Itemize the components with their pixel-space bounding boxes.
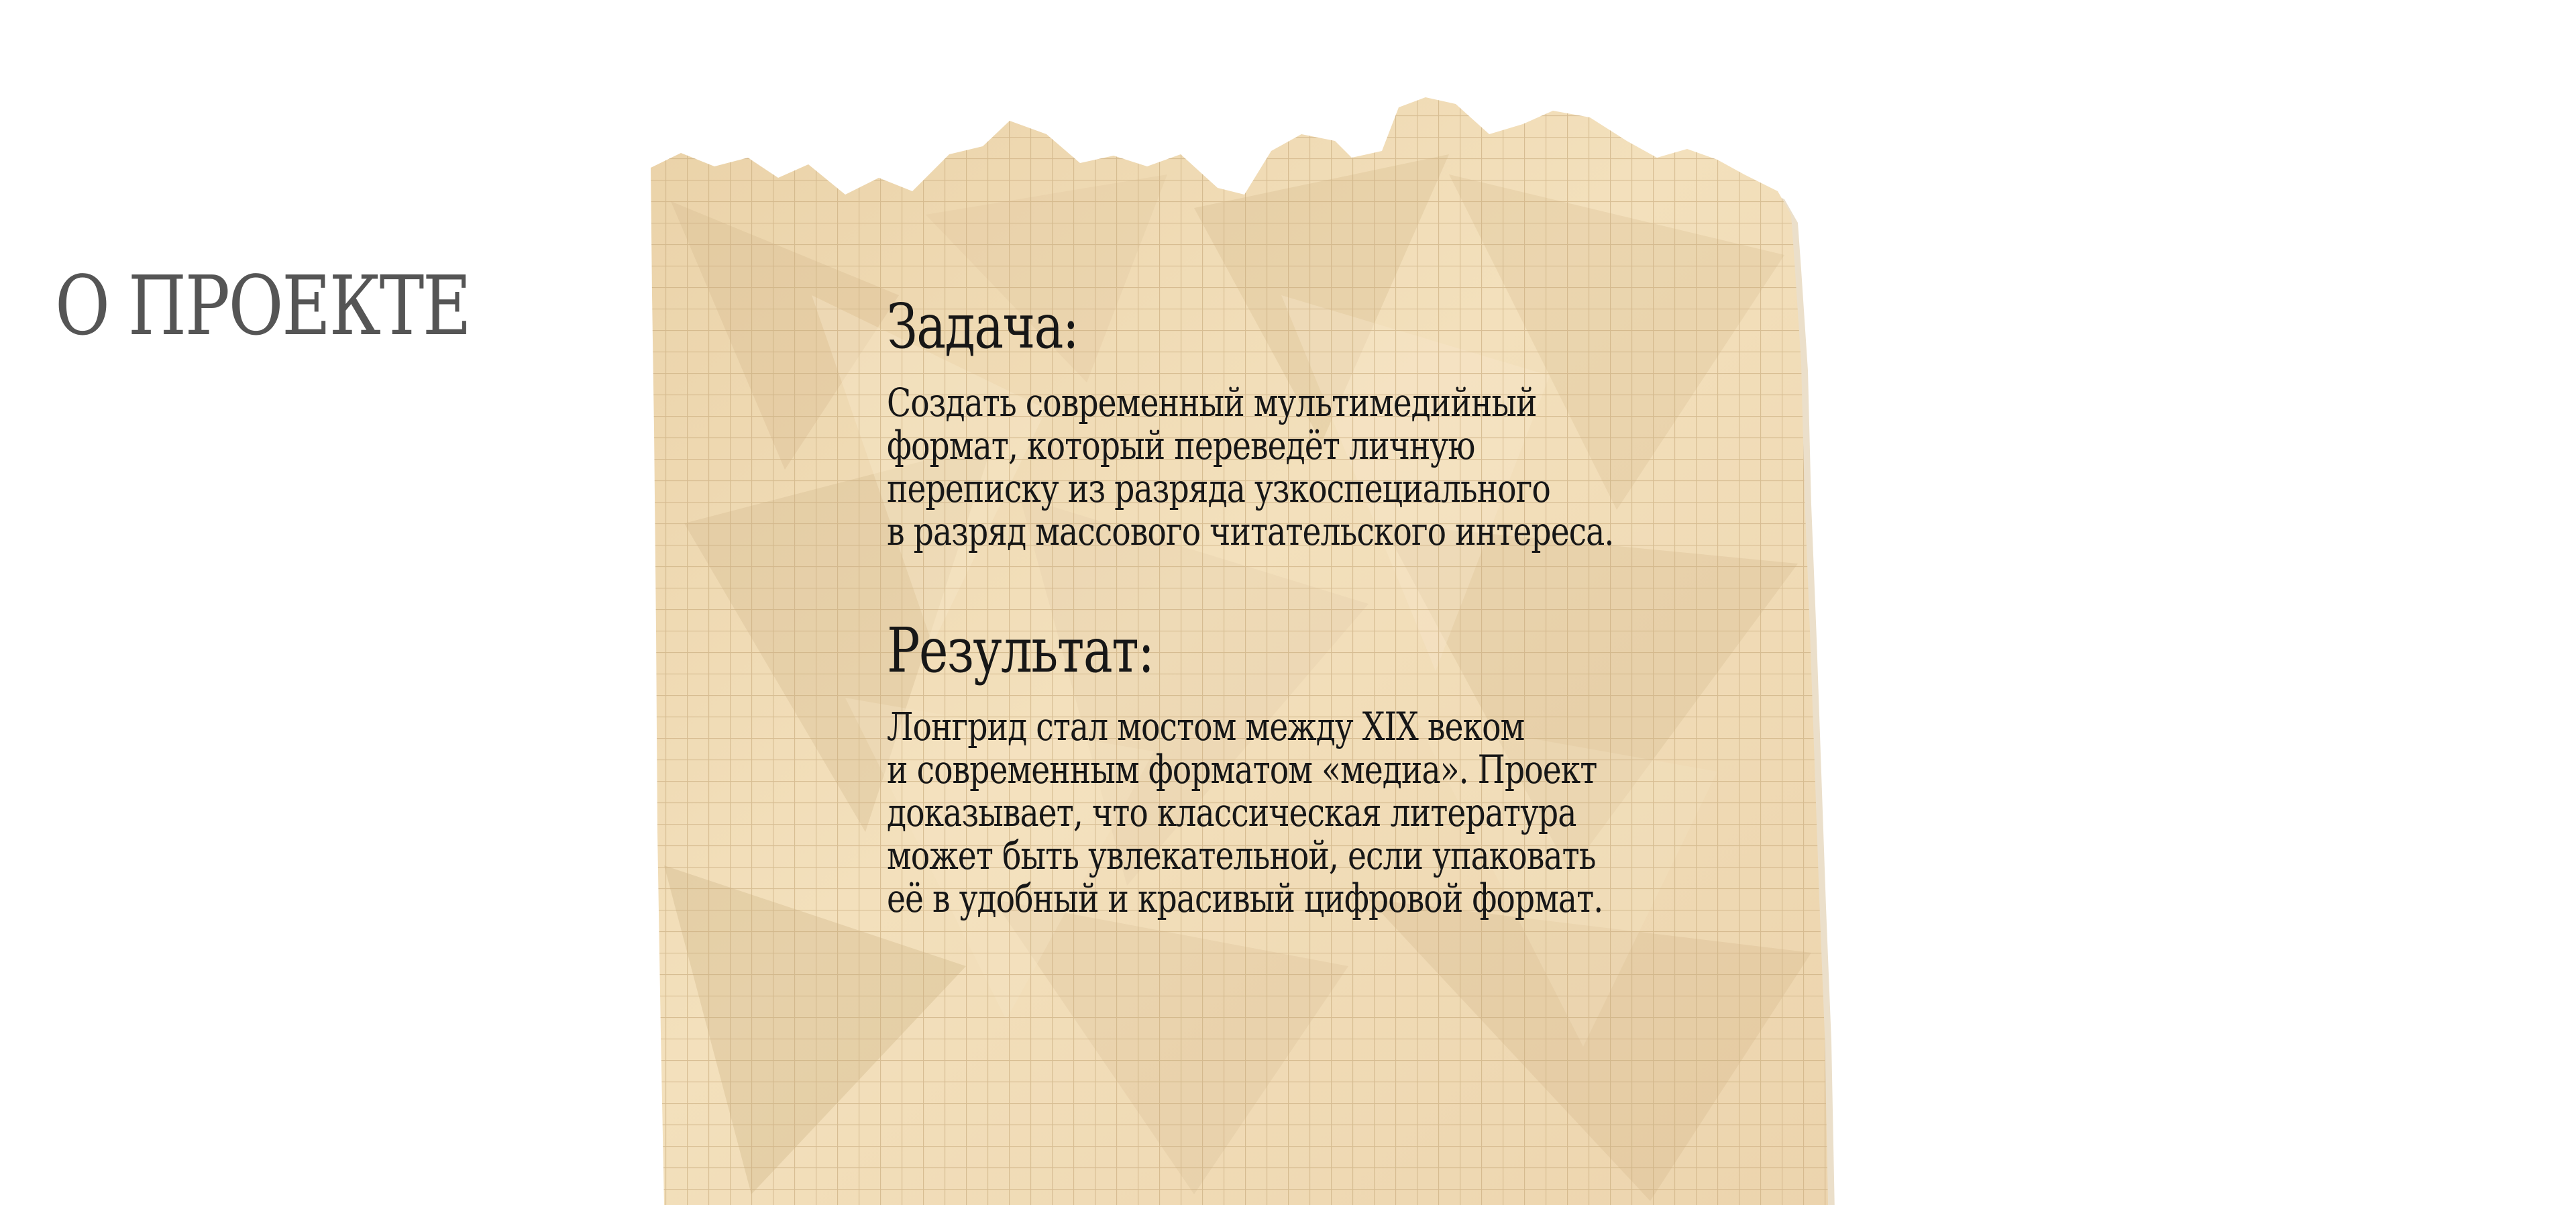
- result-section: [887, 616, 1759, 920]
- page-title: О ПРОЕКТЕ: [55, 258, 470, 354]
- task-text: Создать современный мультимедийный формат, который переведёт личную переписку из разряда узкоспециального в разряд массового читательского интереса.: [887, 380, 1614, 555]
- result-title: Результат:: [887, 615, 1154, 687]
- task-title: Задача:: [887, 291, 1079, 362]
- task-section: [887, 292, 1759, 553]
- project-description: [887, 292, 1759, 920]
- result-text: Лонгрид стал мостом между XIX веком и современным форматом «медиа». Проект доказывает, что классическая литература может быть увлекательной, если упаковать её в удобный и красивый цифровой формат.: [887, 704, 1603, 922]
